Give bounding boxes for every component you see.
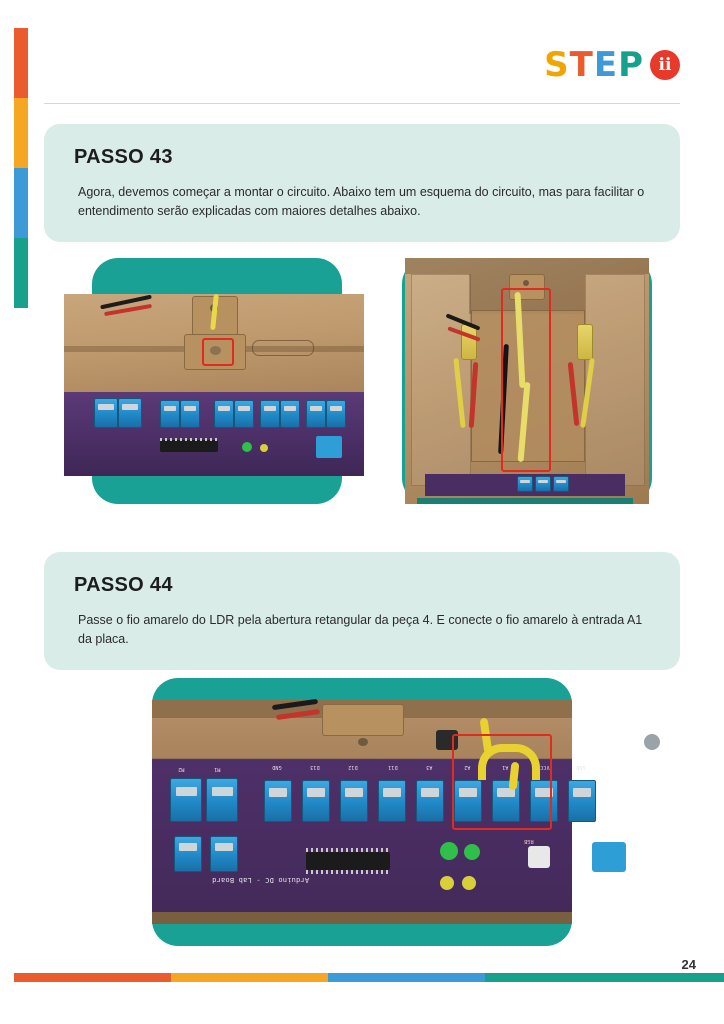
push-button [592,842,626,872]
box-right-wall [585,274,645,486]
color-band-orange [14,28,28,98]
led-yellow [260,444,268,452]
cardboard-hole [523,280,529,286]
logo-letter-p: P [618,45,644,85]
terminal-block [160,400,180,428]
terminal-block [326,400,346,428]
terminal-block [180,400,200,428]
terminal-block [174,836,202,872]
terminal-block [517,476,533,492]
logo-wordmark [544,45,644,85]
step-card-43 [44,124,680,242]
terminal-block [170,778,202,822]
terminal-block [210,836,238,872]
step-text-44: Passe o fio amarelo do LDR pela abertura retangular da peça 4. E conecte o fio amarelo à entrada A1 da placa. [78,613,643,647]
header-divider [44,103,680,104]
left-color-bar [14,28,28,308]
step-title-44: PASSO 44 [74,574,173,596]
pcb-label: D12 [348,764,358,770]
highlight-box-red [202,338,234,366]
logo-letter-t: T [569,45,594,85]
terminal-block [568,780,596,822]
step-title-43: PASSO 43 [74,146,173,168]
pcb-label: D11 [388,764,398,770]
push-button [316,436,342,458]
color-band-teal [14,238,28,308]
pcb-label: A3 [426,764,433,770]
logo-letter-s: S [544,45,570,85]
ic-chip-legs [306,870,390,874]
footer-band-orange [14,973,171,982]
cardboard-tab [322,704,404,736]
pcb-label: D13 [310,764,320,770]
pcb-label: GND [272,764,282,770]
terminal-block [302,780,330,822]
terminal-block [280,400,300,428]
ic-chip-legs [306,848,390,852]
terminal-block [378,780,406,822]
led-green [464,844,480,860]
ic-chip [306,852,390,870]
ic-chip [160,440,218,452]
color-band-blue [14,168,28,238]
logo-letter-e: E [593,45,619,85]
component-yellow-left [461,324,477,360]
figure-step44-image [152,700,586,924]
led-yellow [440,876,454,890]
table-edge [417,498,633,504]
terminal-block [206,778,238,822]
figure-step43-left-image [64,294,364,476]
led-green [440,842,458,860]
pcb-label-rgb: RGB [524,838,534,844]
highlight-box-red [452,734,552,830]
figure-step43-left [92,258,342,504]
footer-band-yellow [171,973,328,982]
terminal-block [234,400,254,428]
ic-chip-legs [160,438,218,441]
footer-band-blue [328,973,485,982]
oval-cutout [252,340,314,356]
box-top-shadow [405,258,649,274]
footer-color-bar [14,973,724,982]
terminal-block [340,780,368,822]
brand-logo [544,45,680,85]
pcb-label: A1 [502,764,509,770]
pcb-label: GND [576,764,586,770]
terminal-block [118,398,142,428]
page-number: 24 [681,957,696,972]
terminal-block [214,400,234,428]
terminal-block [94,398,118,428]
color-band-yellow [14,98,28,168]
component-yellow-right [577,324,593,360]
led-green [242,442,252,452]
figure-step43-right-image [405,258,649,504]
pcb-label: VCC [540,764,550,770]
pcb-label-silk: Arduino DC - Lab Board [212,876,310,884]
box-left-wall [411,274,471,486]
figure-step44 [152,678,586,946]
logo-circle-icon: ii [650,50,680,80]
pcb-label: M2 [178,766,185,772]
cardboard-lower-edge [152,912,572,924]
screw [644,734,660,750]
terminal-block [416,780,444,822]
step-card-44 [44,552,680,670]
pcb-label: M1 [214,766,221,772]
terminal-block [553,476,569,492]
footer-band-teal [485,973,724,982]
terminal-block [260,400,280,428]
terminal-block [306,400,326,428]
figure-step43-right [402,258,652,504]
pcb-label: A2 [464,764,471,770]
cardboard-hole [358,738,368,746]
led-yellow [462,876,476,890]
terminal-block [264,780,292,822]
step-text-43: Agora, devemos começar a montar o circuito. Abaixo tem um esquema do circuito, mas para facilitar o entendimento serão explicadas com maiores detalhes abaixo. [78,185,645,219]
rgb-led [528,846,550,868]
terminal-block [535,476,551,492]
highlight-box-red [501,288,551,472]
